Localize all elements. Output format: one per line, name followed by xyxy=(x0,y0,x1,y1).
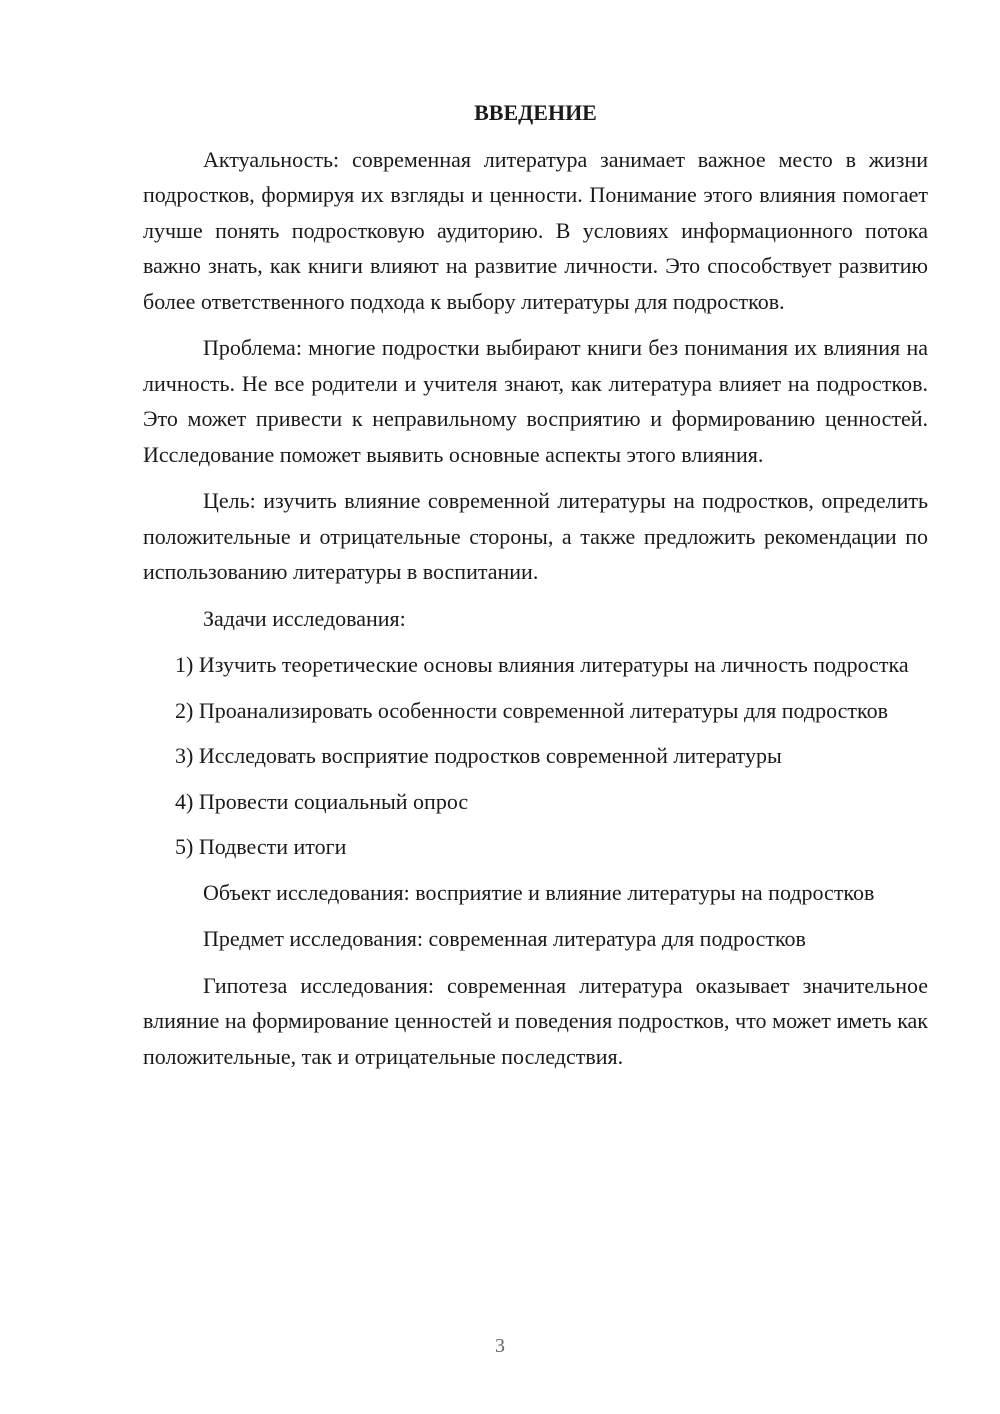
paragraph-relevance: Актуальность: современная литература занимает важное место в жизни подростков, формируя их взгляды и ценности. Понимание этого влияния помогает лучше понять подростковую аудиторию. В условиях информационного потока важно знать, как книги влияют на развитие личности. Это способствует развитию более ответственного подхода к выбору литературы для подростков. xyxy=(143,146,928,314)
task-item-1: 1) Изучить теоретические основы влияния литературы на личность подростка xyxy=(175,652,909,677)
paragraph-problem: Проблема: многие подростки выбирают книги без понимания их влияния на личность. Не все родители и учителя знают, как литература влияет на подростков. Это может привести к неправильному восприятию и формированию ценностей. Исследование поможет выявить основные аспекты этого влияния. xyxy=(143,335,928,467)
paragraph-goal: Цель: изучить влияние современной литературы на подростков, определить положительные и отрицательные стороны, а также предложить рекомендации по использованию литературы в воспитании. xyxy=(143,488,928,584)
paragraph-subject: Предмет исследования: современная литература для подростков xyxy=(203,926,806,951)
task-item-3: 3) Исследовать восприятие подростков современной литературы xyxy=(175,743,782,768)
page-content xyxy=(143,95,928,1085)
page-number: 3 xyxy=(495,1335,505,1357)
tasks-heading: Задачи исследования: xyxy=(203,605,406,631)
paragraph-hypothesis: Гипотеза исследования: современная литература оказывает значительное влияние на формирование ценностей и поведения подростков, что может иметь как положительные, так и отрицательные последствия. xyxy=(143,972,928,1069)
task-item-4: 4) Провести социальный опрос xyxy=(175,788,469,814)
document-title: ВВЕДЕНИЕ xyxy=(474,100,597,125)
paragraph-object: Объект исследования: восприятие и влияние литературы на подростков xyxy=(203,879,875,905)
task-item-2: 2) Проанализировать особенности современной литературы для подростков xyxy=(175,697,888,723)
task-item-5: 5) Подвести итоги xyxy=(175,834,347,859)
